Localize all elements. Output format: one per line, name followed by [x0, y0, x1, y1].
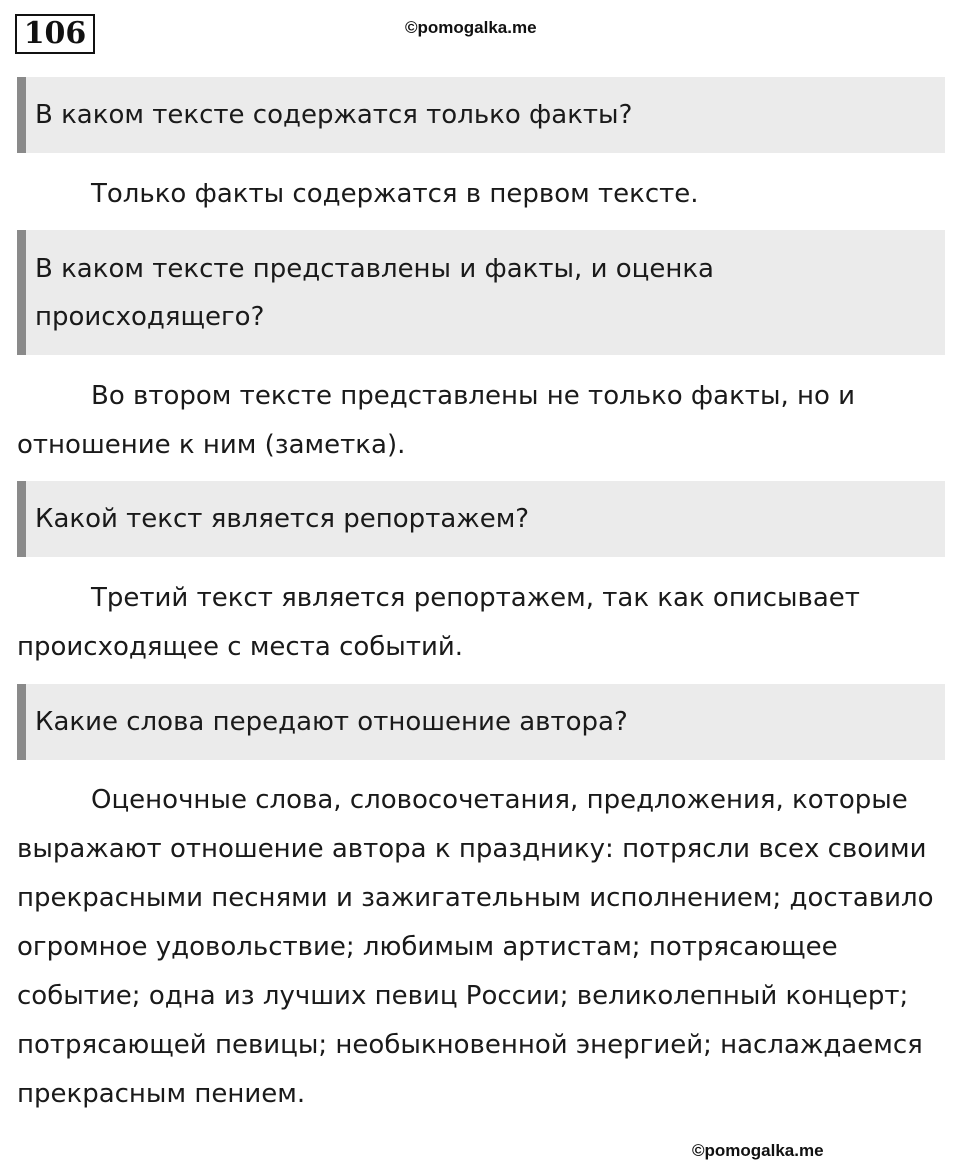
watermark-bottom: ©pomogalka.me: [692, 1141, 824, 1160]
answer-4: Оценочные слова, словосочетания, предложения, которые выражают отношение автора к празднику: потрясли всех своими прекрасными песнями и зажигательным исполнением; доставило огромное удовольствие; любимым артистам; потрясающее событие; одна из лучших певиц России; великолепный концерт; потрясающей певицы; необыкновенной энергией; наслаждаемся прекрасным пением.: [17, 785, 934, 1109]
question-3-text: Какой текст является репортажем?: [35, 504, 530, 534]
answer-2: Во втором тексте представлены не только факты, но и отношение к ним (заметка).: [17, 381, 856, 460]
question-3: [17, 481, 945, 557]
question-4: [17, 684, 945, 760]
page-number: 106: [15, 14, 95, 54]
answer-3: Третий текст является репортажем, так как описывает происходящее с места событий.: [17, 583, 860, 662]
question-1-text: В каком тексте содержатся только факты?: [35, 100, 633, 130]
question-1: [17, 77, 945, 153]
question-4-text: Какие слова передают отношение автора?: [35, 707, 628, 737]
question-2-text: В каком тексте представлены и факты, и оценка происходящего?: [35, 253, 714, 332]
watermark-top: ©pomogalka.me: [405, 18, 537, 37]
answer-1: Только факты содержатся в первом тексте.: [91, 179, 699, 209]
question-2: [17, 230, 945, 355]
